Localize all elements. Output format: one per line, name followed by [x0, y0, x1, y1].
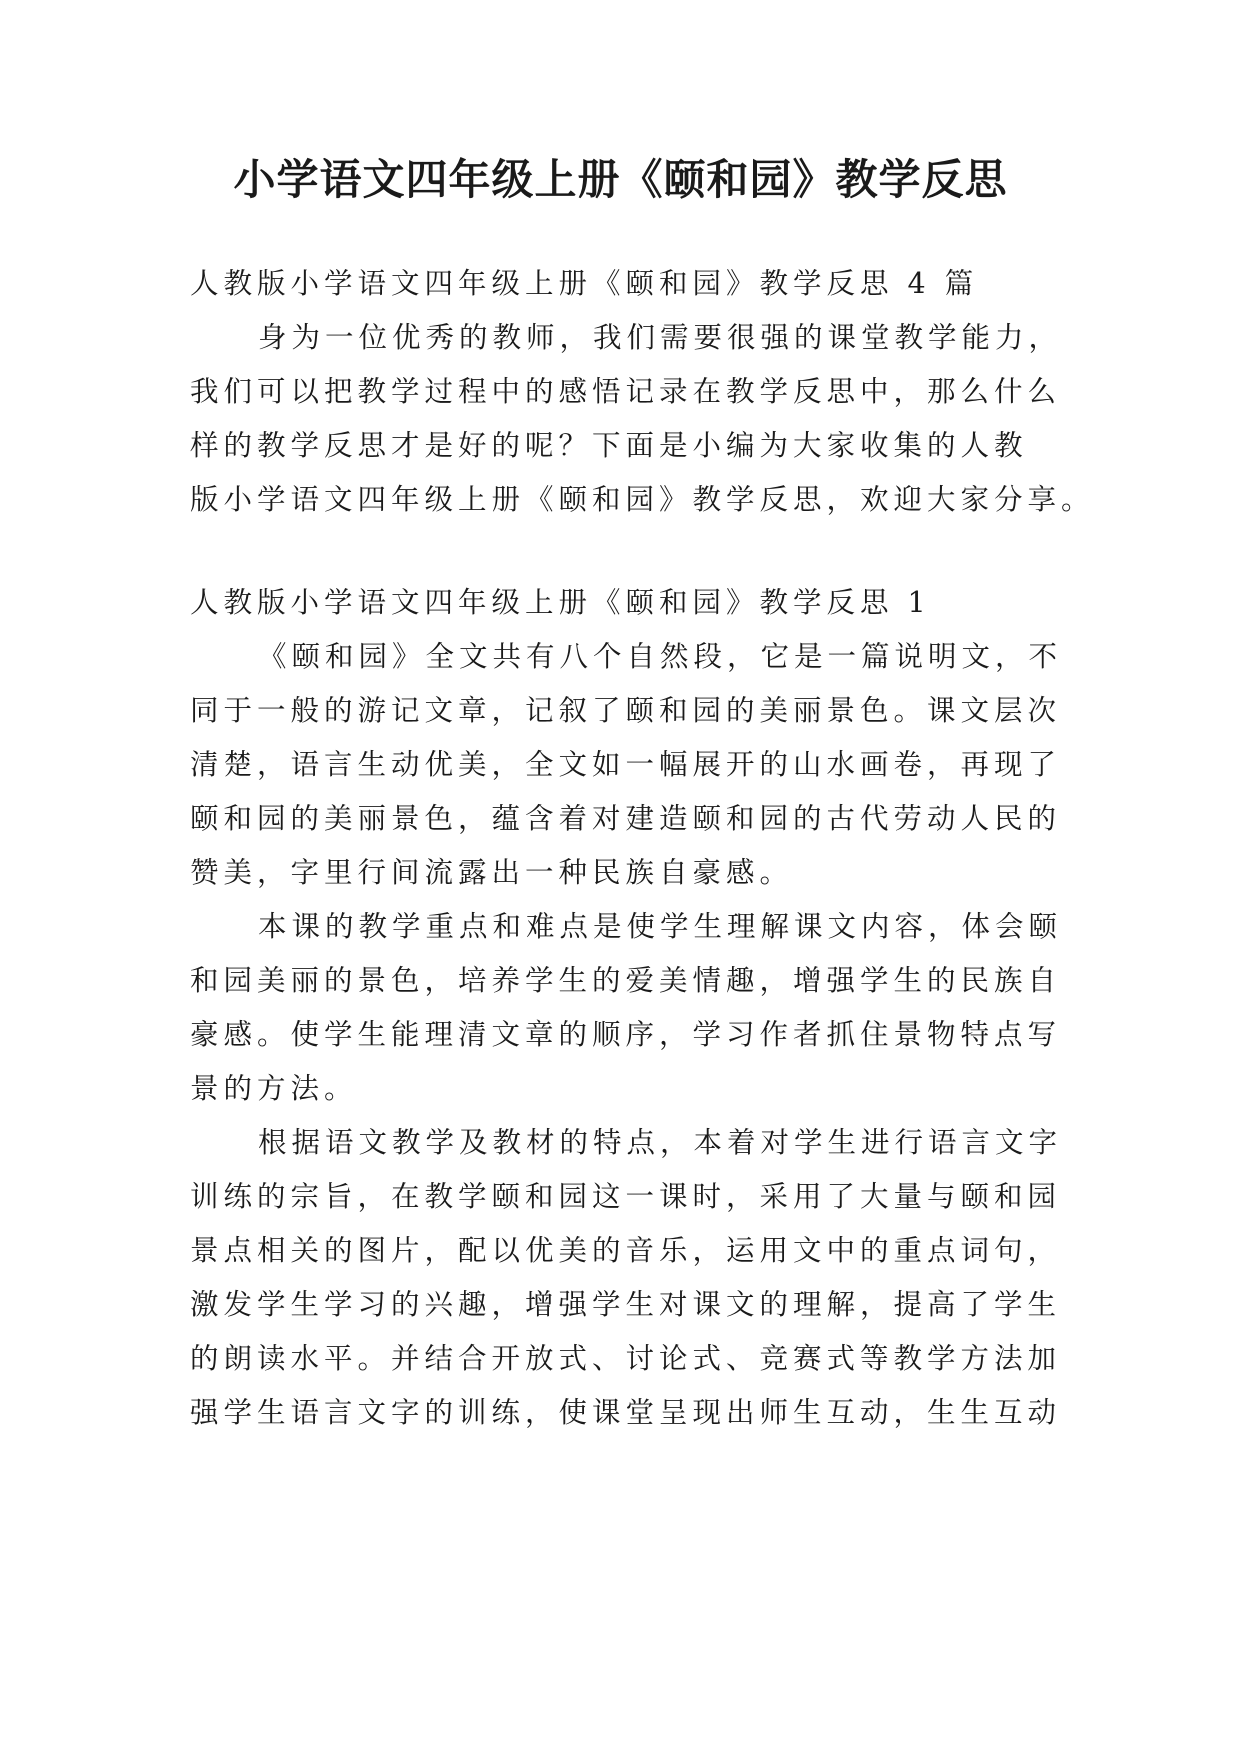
- section-heading: 人教版小学语文四年级上册《颐和园》教学反思 1: [190, 586, 931, 619]
- paragraph-line: 强学生语言文字的训练，使课堂呈现出师生互动，生生互动: [190, 1396, 1062, 1429]
- paragraph-line: 根据语文教学及教材的特点，本着对学生进行语言文字: [258, 1126, 1063, 1159]
- article-subtitle: 人教版小学语文四年级上册《颐和园》教学反思 4 篇: [190, 267, 979, 300]
- paragraph-line: 豪感。使学生能理清文章的顺序，学习作者抓住景物特点写: [190, 1018, 1062, 1051]
- paragraph-line: 景的方法。: [190, 1072, 358, 1105]
- intro-line: 样的教学反思才是好的呢？下面是小编为大家收集的人教: [190, 429, 1028, 462]
- paragraph-line: 同于一般的游记文章，记叙了颐和园的美丽景色。课文层次: [190, 694, 1062, 727]
- paragraph-line: 本课的教学重点和难点是使学生理解课文内容，体会颐: [258, 910, 1063, 943]
- document-title: 小学语文四年级上册《颐和园》教学反思: [233, 155, 1008, 204]
- paragraph-line: 激发学生学习的兴趣，增强学生对课文的理解，提高了学生: [190, 1288, 1062, 1321]
- intro-line: 我们可以把教学过程中的感悟记录在教学反思中，那么什么: [190, 375, 1062, 408]
- intro-line: 版小学语文四年级上册《颐和园》教学反思，欢迎大家分享。: [190, 483, 1095, 516]
- paragraph-line: 训练的宗旨，在教学颐和园这一课时，采用了大量与颐和园: [190, 1180, 1062, 1213]
- paragraph-line: 的朗读水平。并结合开放式、讨论式、竞赛式等教学方法加: [190, 1342, 1062, 1375]
- paragraph-line: 清楚，语言生动优美，全文如一幅展开的山水画卷，再现了: [190, 748, 1062, 781]
- paragraph-line: 《颐和园》全文共有八个自然段，它是一篇说明文，不: [258, 640, 1063, 673]
- intro-line: 身为一位优秀的教师，我们需要很强的课堂教学能力，: [258, 321, 1063, 354]
- paragraph-line: 和园美丽的景色，培养学生的爱美情趣，增强学生的民族自: [190, 964, 1062, 997]
- paragraph-line: 赞美，字里行间流露出一种民族自豪感。: [190, 856, 794, 889]
- paragraph-line: 颐和园的美丽景色，蕴含着对建造颐和园的古代劳动人民的: [190, 802, 1062, 835]
- paragraph-line: 景点相关的图片，配以优美的音乐，运用文中的重点词句，: [190, 1234, 1062, 1267]
